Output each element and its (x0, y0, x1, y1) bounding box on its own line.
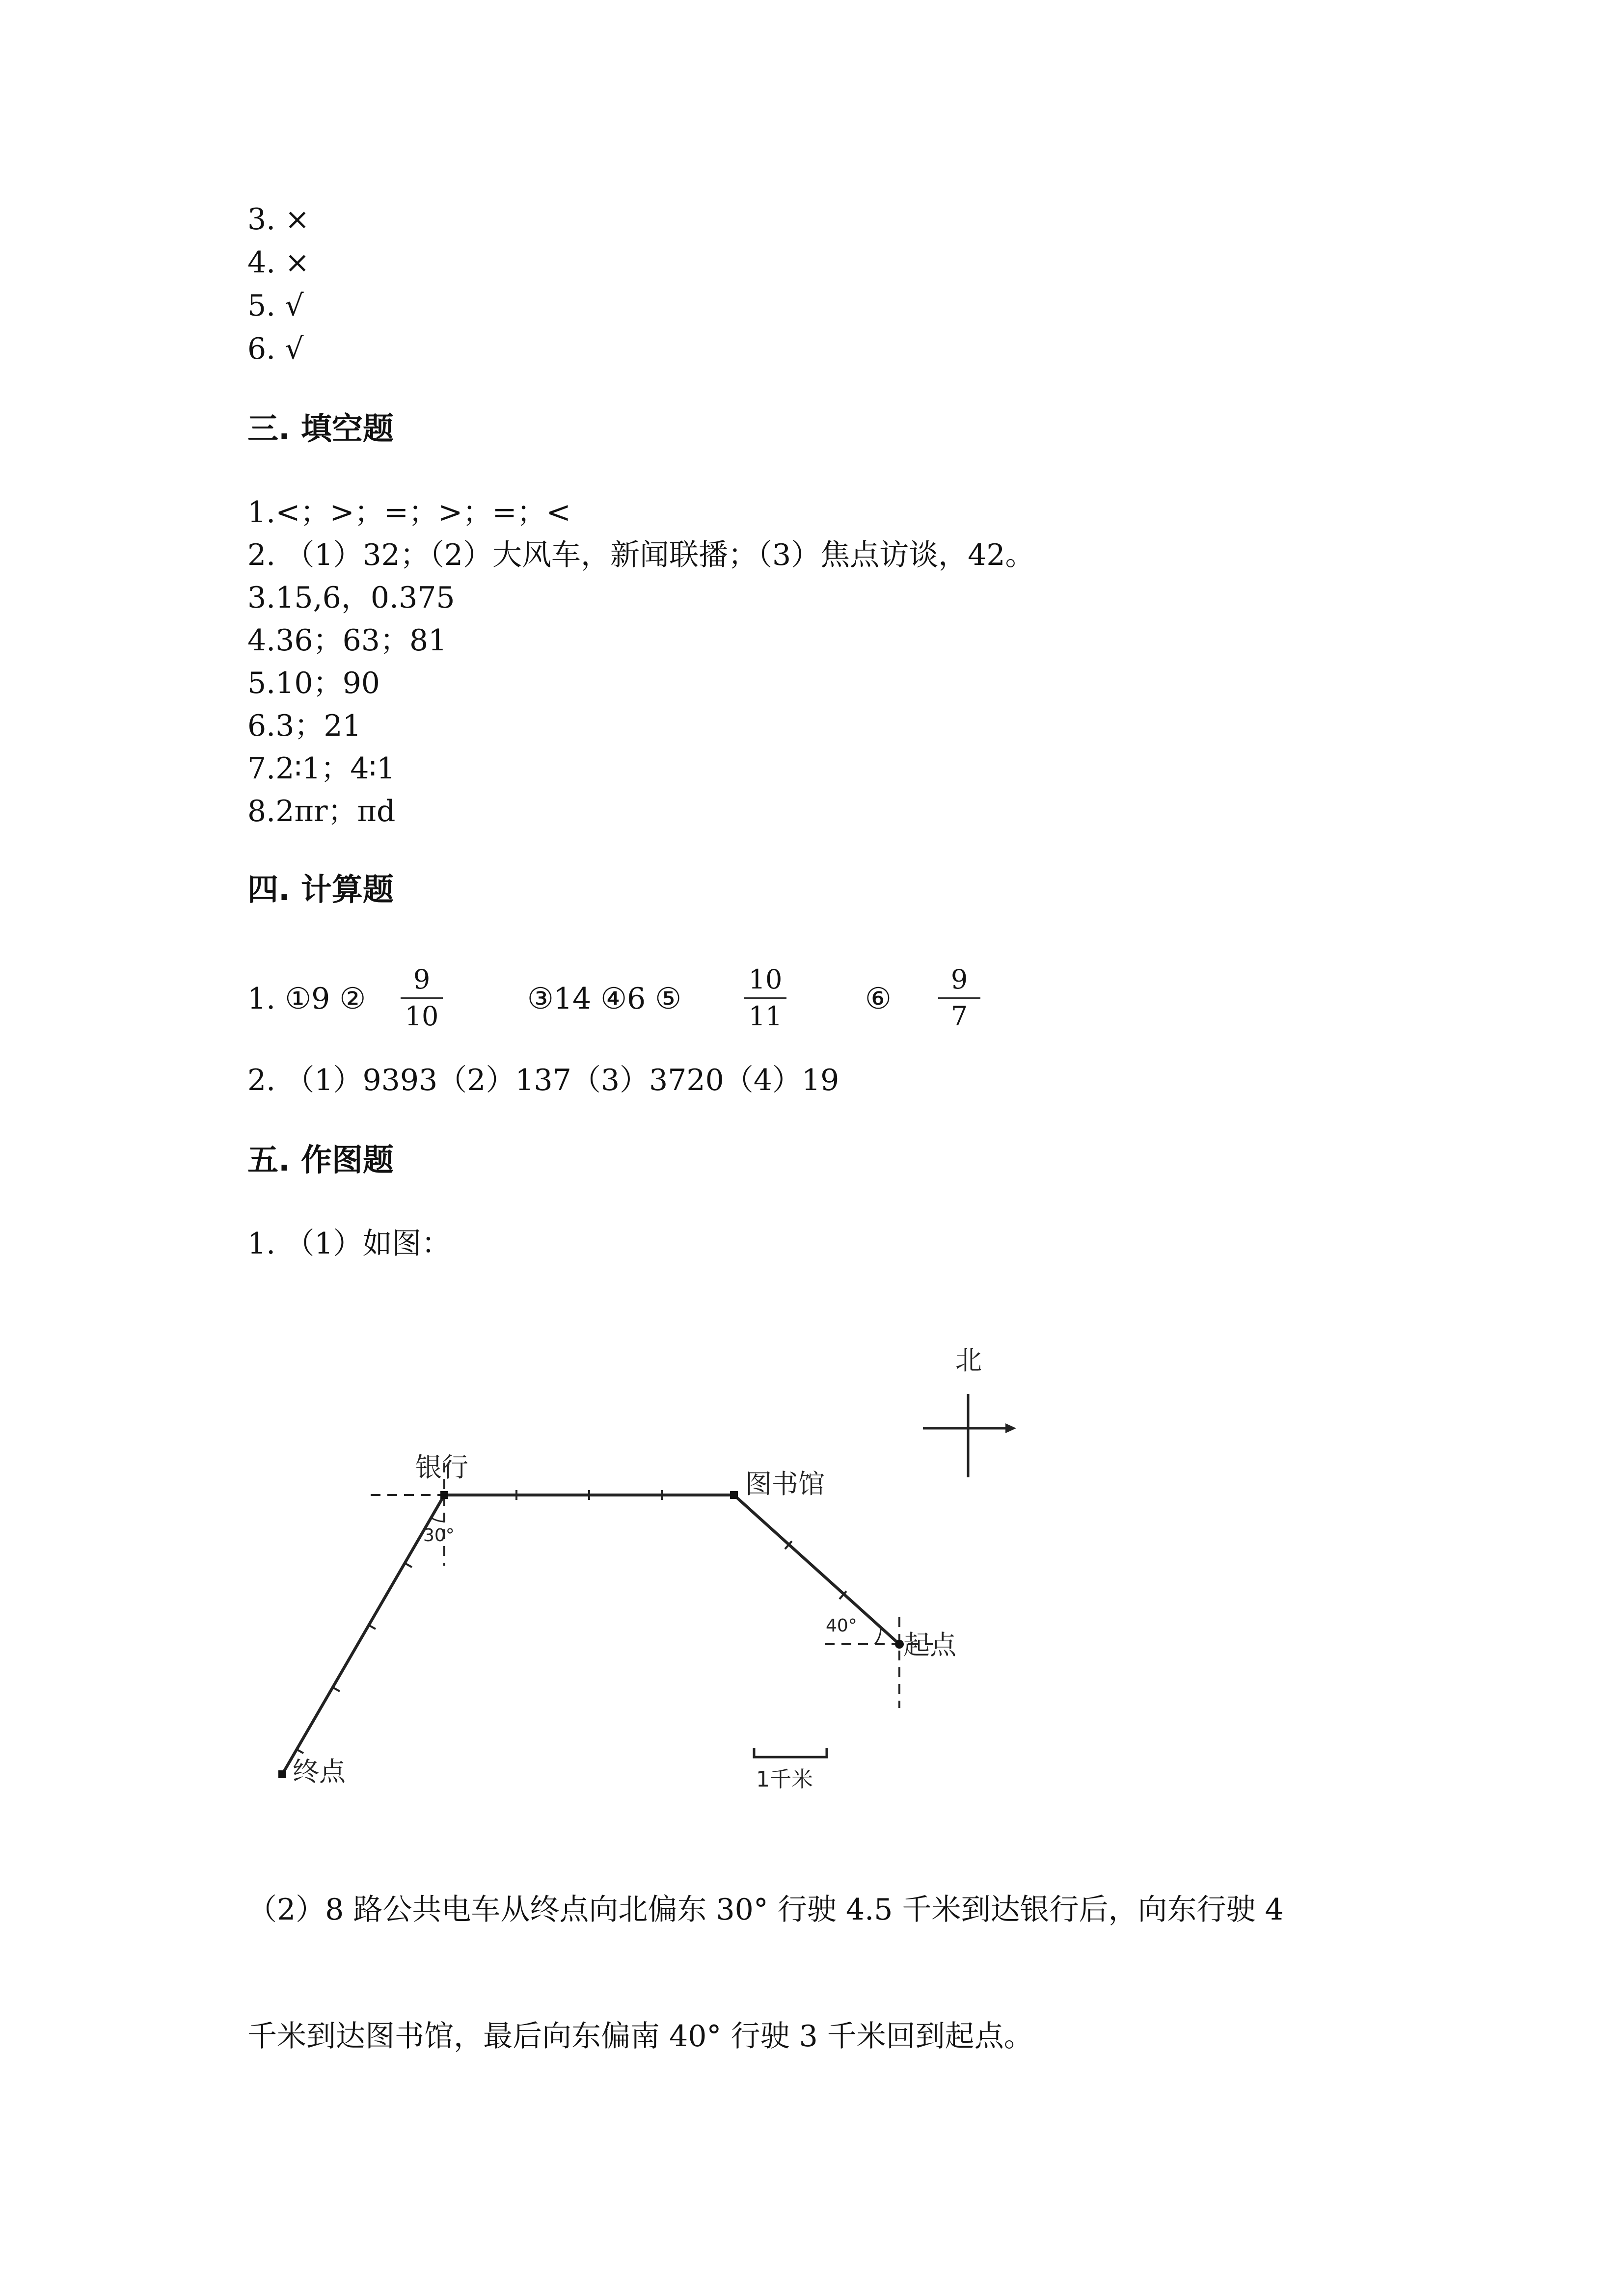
section-heading-drawing: 五. 作图题 (247, 1142, 394, 1178)
bank-label: 银行 (415, 1452, 468, 1483)
angle-arc-30 (432, 1518, 444, 1522)
fraction-numerator: 9 (950, 964, 968, 995)
fraction-nine-sevenths (932, 965, 986, 1031)
section-heading-calculation: 四. 计算题 (247, 872, 394, 908)
fraction-nine-tenths (395, 965, 449, 1031)
fill-answer-2: 2. （1）32；（2）大风车，新闻联播；（3）焦点访谈，42。 (247, 538, 1035, 572)
angle-label-30: 30° (423, 1525, 455, 1546)
start-label: 起点 (903, 1629, 956, 1660)
fill-answer-4: 4.36；63；81 (247, 623, 447, 658)
library-point (730, 1491, 738, 1499)
fill-answer-1: 1.<；>；=；>；=；< (247, 495, 571, 530)
fill-answer-3: 3.15,6，0.375 (247, 581, 455, 615)
compass-icon (923, 1394, 1016, 1477)
section-heading-fill-blank: 三. 填空题 (247, 411, 394, 447)
judgement-answer-3: 3. × (247, 202, 310, 237)
judgement-answer-4: 4. × (247, 245, 310, 280)
angle-label-40: 40° (826, 1616, 857, 1636)
bank-point (440, 1491, 448, 1499)
fill-answer-6: 6.3；21 (247, 709, 361, 743)
drawing-answer-2-line-2: 千米到达图书馆，最后向东偏南 40° 行驶 3 千米回到起点。 (247, 2019, 1033, 2054)
fraction-denominator: 7 (950, 1001, 968, 1032)
calc-answer-1 (247, 965, 1082, 1034)
scale-label: 1千米 (756, 1767, 813, 1792)
fraction-numerator: 10 (748, 964, 783, 995)
end-label: 终点 (293, 1756, 346, 1787)
judgement-answer-5: 5. √ (247, 289, 304, 323)
end-point (278, 1770, 286, 1778)
route-tick-marks (296, 1490, 846, 1753)
angle-arc-40 (875, 1628, 881, 1644)
drawing-answer-1: 1. （1）如图： (247, 1227, 451, 1261)
fill-answer-8: 8.2πr；πd (247, 794, 396, 828)
judgement-answer-6: 6. √ (247, 332, 304, 366)
fraction-ten-elevenths (738, 965, 792, 1031)
fill-answer-5: 5.10；90 (247, 666, 380, 700)
drawing-answer-2-line-1: （2）8 路公共电车从终点向北偏东 30° 行驶 4.5 千米到达银行后，向东行驶 4 (247, 1893, 1284, 1927)
calc-answer-2: 2. （1）9393（2）137（3）3720（4）19 (247, 1063, 839, 1097)
route-map-figure (265, 1320, 1031, 1821)
fraction-denominator: 11 (748, 1001, 783, 1032)
route-path (282, 1495, 899, 1774)
circled-six-mark: ⑥ (865, 982, 892, 1016)
scale-bar (754, 1748, 827, 1757)
fraction-numerator: 9 (413, 964, 431, 995)
calc-answer-1-middle: ③14 ④6 ⑤ (527, 982, 682, 1016)
start-point (895, 1640, 904, 1649)
calc-answer-1-prefix: 1. ①9 ② (247, 982, 366, 1016)
reference-dashed-lines (371, 1463, 933, 1708)
fill-answer-7: 7.2∶1；4∶1 (247, 751, 396, 786)
library-label: 图书馆 (745, 1468, 825, 1499)
north-label: 北 (955, 1345, 982, 1376)
fraction-denominator: 10 (405, 1001, 439, 1032)
